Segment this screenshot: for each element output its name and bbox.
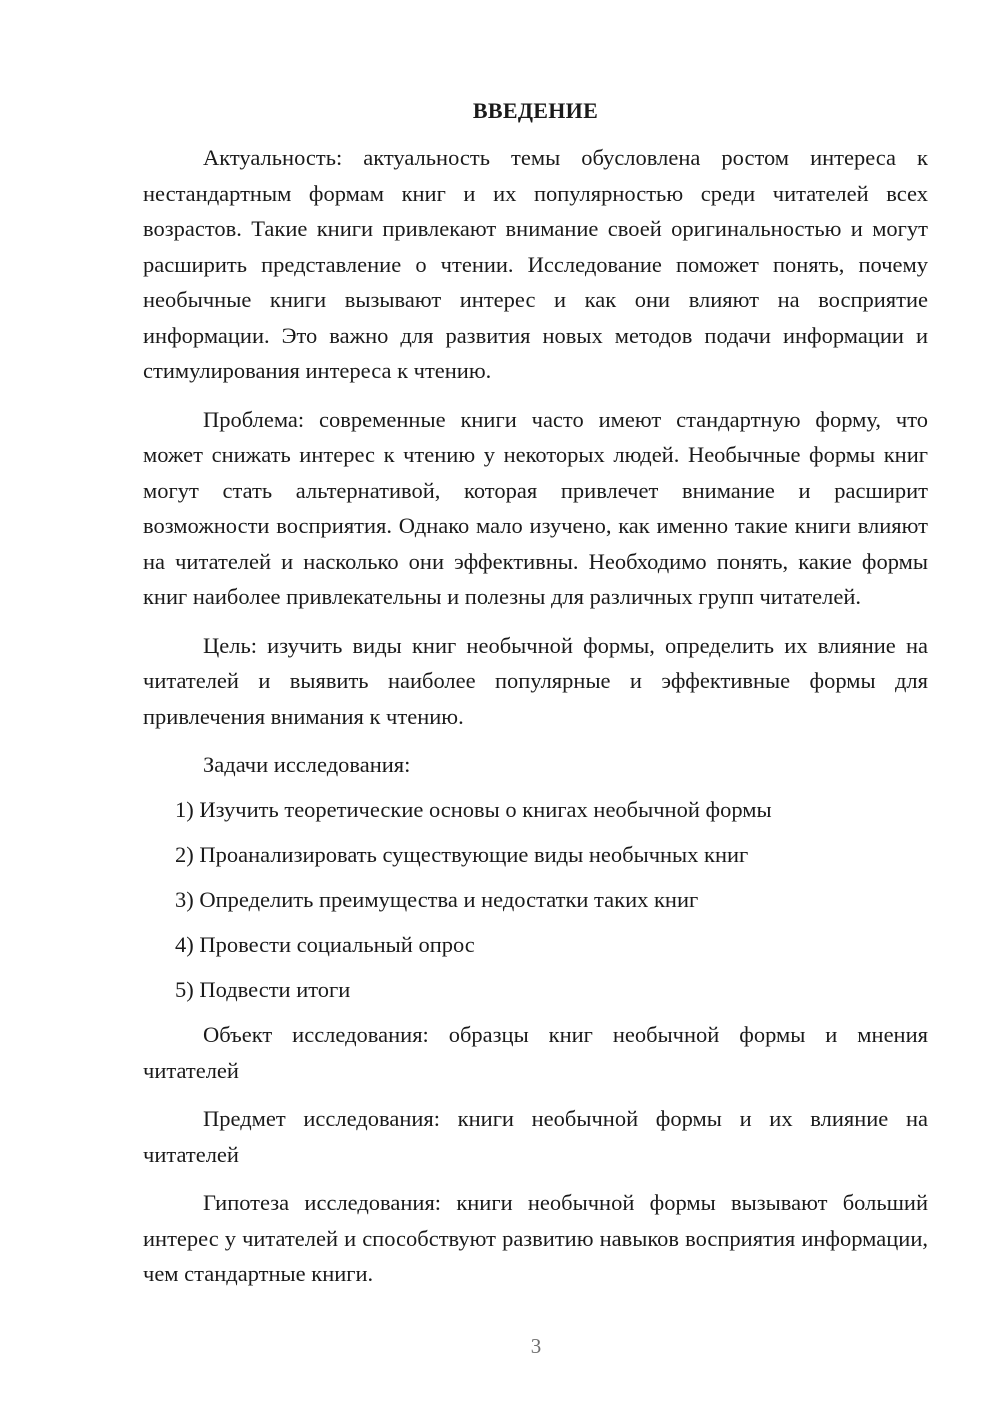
paragraph-hypothesis: Гипотеза исследования: книги необычной формы вызывают больший интерес у читателей и способствуют развитию навыков восприятия информации, чем стандартные книги. [143, 1190, 928, 1286]
paragraph-problem: Проблема: современные книги часто имеют стандартную форму, что может снижать интерес к чтению у некоторых людей. Необычные формы книг могут стать альтернативой, которая привлечет внимание и расширит возможности восприятия. Однако мало изучено, как именно такие книги влияют на читателей и насколько они эффективны. Необходимо понять, какие формы книг наиболее привлекательны и полезны для различных групп читателей. [143, 406, 928, 609]
paragraph-subject: Предмет исследования: книги необычной формы и их влияние на читателей [143, 1106, 928, 1167]
task-item: 3) Определить преимущества и недостатки таких книг [175, 887, 699, 912]
task-item: 1) Изучить теоретические основы о книгах необычной формы [175, 797, 772, 822]
page-number: 3 [530, 1334, 542, 1358]
task-item: 5) Подвести итоги [175, 977, 351, 1002]
task-item: 2) Проанализировать существующие виды необычных книг [175, 842, 749, 867]
section-heading: ВВЕДЕНИЕ [472, 98, 599, 123]
task-list [143, 792, 928, 1007]
page-content [143, 96, 928, 1305]
task-item: 4) Провести социальный опрос [175, 932, 475, 957]
paragraph-goal: Цель: изучить виды книг необычной формы, определить их влияние на читателей и выявить наиболее популярные и эффективные формы для привлечения внимания к чтению. [143, 632, 928, 729]
paragraph-object: Объект исследования: образцы книг необычной формы и мнения читателей [143, 1022, 928, 1083]
paragraph-relevance: Актуальность: актуальность темы обусловлена ростом интереса к нестандартным формам книг и их популярностью среди читателей всех возрастов. Такие книги привлекают внимание своей оригинальностью и могут расширить представление о чтении. Исследование поможет понять, почему необычные книги вызывают интерес и как они влияют на восприятие информации. Это важно для развития новых методов подачи информации и стимулирования интереса к чтению. [143, 145, 928, 383]
tasks-label: Задачи исследования: [203, 752, 411, 777]
